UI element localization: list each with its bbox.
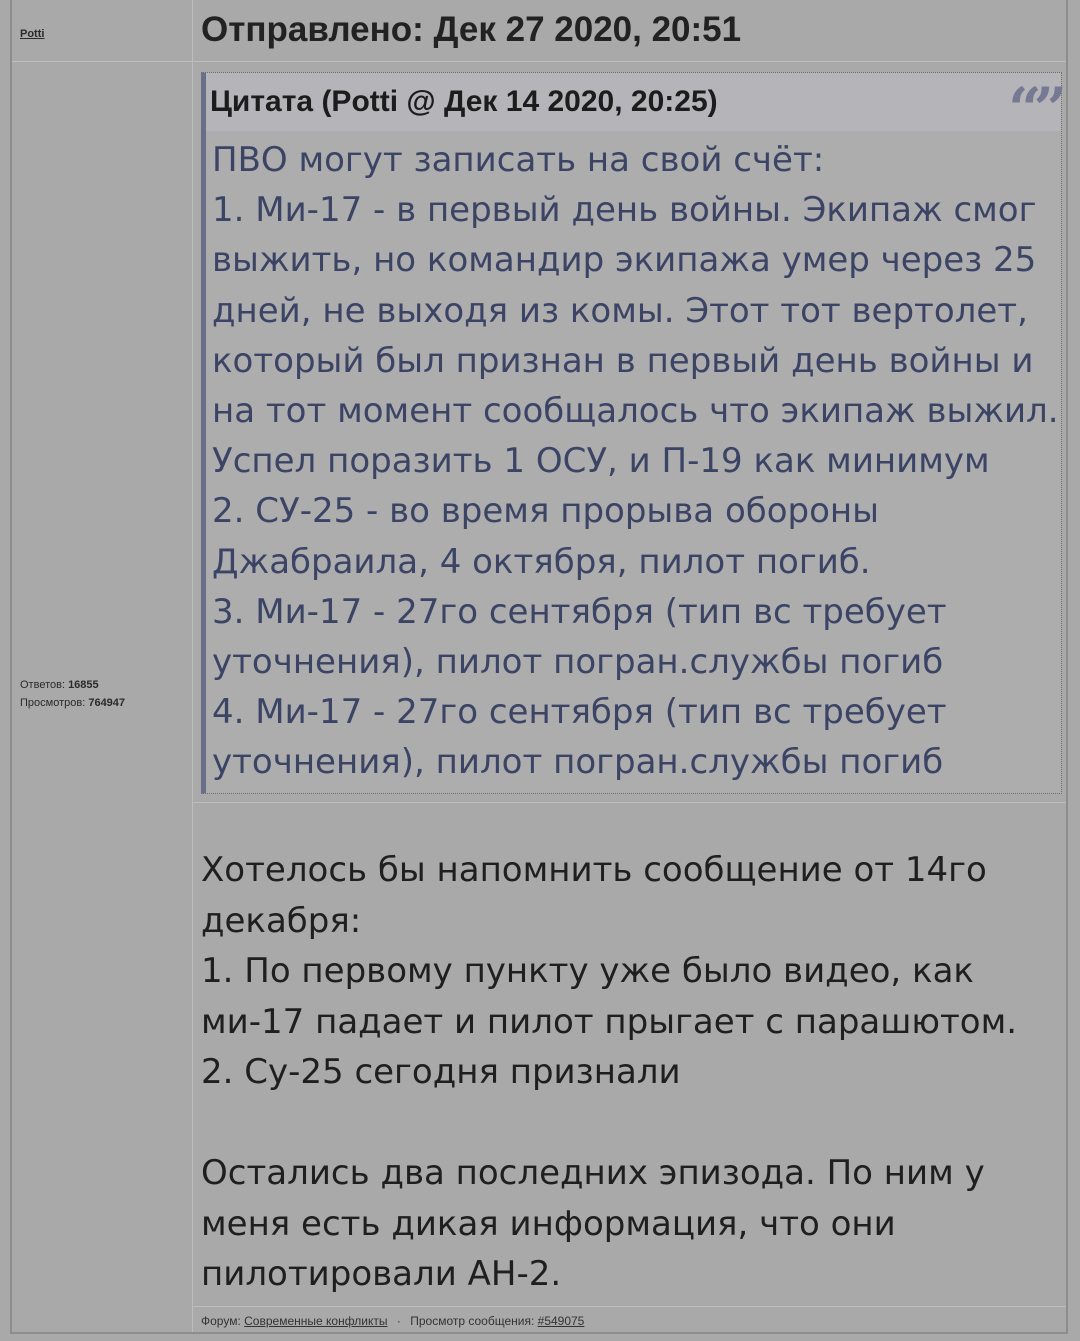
post-footer xyxy=(193,1306,1066,1334)
message-line: декабря: xyxy=(201,900,362,941)
message-line: Хотелось бы напомнить сообщение от 14го xyxy=(201,850,987,890)
quote-line: уточнения), пилот погран.службы погиб xyxy=(212,742,944,783)
quote-line: дней, не выходя из комы. Этот тот вертолет, xyxy=(212,290,1028,331)
views-label: Просмотров: xyxy=(20,697,86,709)
quote-line: 3. Ми-17 - 27го сентября (тип вс требует xyxy=(212,591,947,632)
quote-icon: “” xyxy=(1008,75,1059,143)
replies-count: 16855 xyxy=(68,679,99,691)
quote-body xyxy=(206,131,1061,788)
quote-line: 1. Ми-17 - в первый день войны. Экипаж смог xyxy=(212,190,1037,231)
post-main xyxy=(193,0,1066,1332)
quote-line: Успел поразить 1 ОСУ, и П-19 как минимум xyxy=(212,441,990,482)
quote-line: Джабраила, 4 октября, пилот погиб. xyxy=(212,541,871,582)
post-sidebar xyxy=(12,0,193,1332)
view-label: Просмотр сообщения: xyxy=(410,1314,535,1328)
author-cell xyxy=(12,0,192,62)
quote-line: выжить, но командир экипажа умер через 25 xyxy=(212,240,1037,281)
quote-line: который был признан в первый день войны и xyxy=(212,340,1034,381)
views-count: 764947 xyxy=(88,697,126,709)
message-line: 2. Су-25 сегодня признали xyxy=(201,1052,681,1092)
user-stats xyxy=(20,676,125,712)
quote-line: 4. Ми-17 - 27го сентября (тип вс требует xyxy=(212,692,947,733)
replies-stat xyxy=(20,676,125,694)
paragraph-gap xyxy=(201,1098,1017,1149)
message-line: пилотировали АН-2. xyxy=(201,1254,562,1294)
replies-label: Ответов: xyxy=(20,679,65,691)
author-link[interactable]: Potti xyxy=(20,28,45,40)
quote-line: ПВО могут записать на свой счёт: xyxy=(212,140,825,180)
message-line: Остались два последних эпизода. По ним у xyxy=(201,1153,985,1193)
forum-label: Форум: xyxy=(201,1314,241,1328)
quote-header xyxy=(206,73,1061,143)
forum-post xyxy=(10,0,1068,1334)
message-line: 1. По первому пункту уже было видео, как xyxy=(201,951,974,991)
quote-block xyxy=(201,72,1062,794)
quote-title: Цитата (Potti @ Дек 14 2020, 20:25) xyxy=(210,85,718,118)
views-stat xyxy=(20,694,125,712)
message-line: ми-17 падает и пилот прыгает с парашютом. xyxy=(201,1001,1018,1042)
post-permalink[interactable]: #549075 xyxy=(537,1314,585,1328)
forum-link[interactable]: Современные конфликты xyxy=(244,1314,388,1328)
quote-line: уточнения), пилот погран.службы погиб xyxy=(212,642,944,683)
post-header: Отправлено: Дек 27 2020, 20:51 xyxy=(193,0,1066,62)
footer-separator: · xyxy=(396,1314,401,1328)
quote-line: на тот момент сообщалось что экипаж выжил. xyxy=(212,391,1059,432)
message-line: меня есть дикая информация, что они xyxy=(201,1203,896,1244)
message-body xyxy=(201,845,1017,1300)
quote-line: 2. СУ-25 - во время прорыва обороны xyxy=(212,491,879,532)
quote-divider xyxy=(193,802,1066,803)
